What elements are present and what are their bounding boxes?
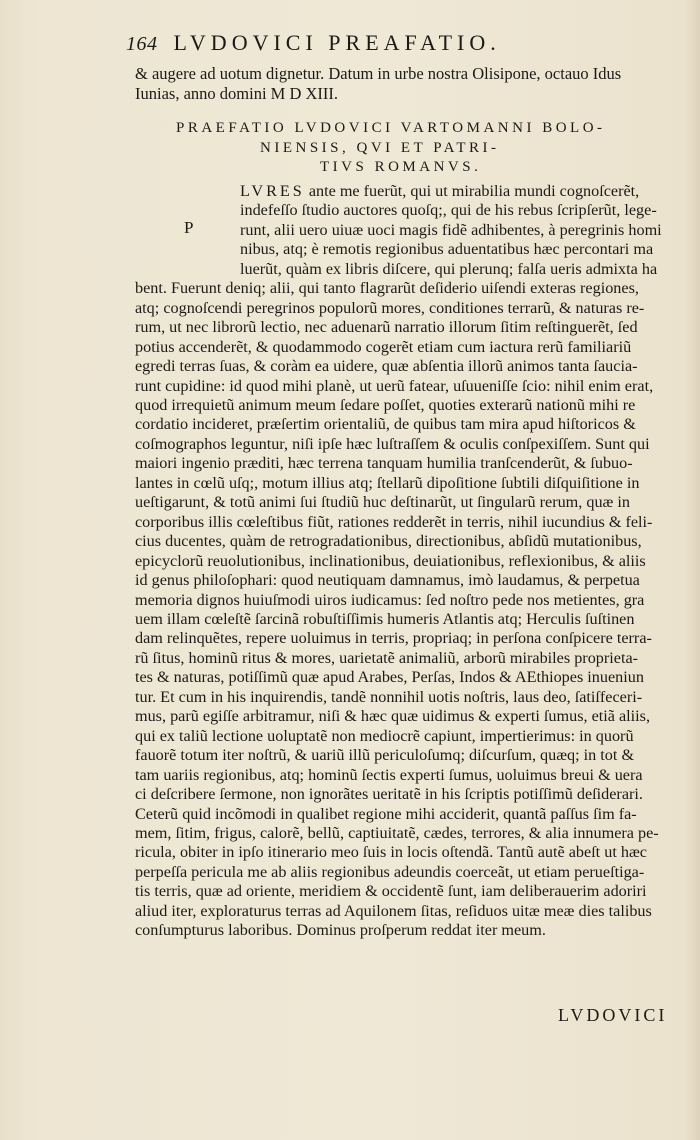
body-line: corporibus illis cœleſtibus fiũt, rationes redderẽt in terris, nihil iucundius & feli- (135, 512, 653, 531)
body-line: aliud iter, exploraturus terras ad Aquilonem ſitas, reſiduos uitæ meæ dies talibus (135, 901, 652, 920)
body-line: ricula, obiter in ipſo itinerario meo ſuis in locis oſtendã. Tantũ autẽ abeſt ut hæc (135, 843, 647, 862)
body-line: Ceterũ quid incõmodi in qualibet regione mihi acciderit, quantã paſſus ſim fa- (135, 804, 637, 823)
heading-line: PRAEFATIO LVDOVICI VARTOMANNI BOLO- (176, 120, 606, 136)
body-line: lantes in cœlũ uſq;, motum illius atq; ſtellarũ dipoſitione ſubtili diſquiſitione in (135, 473, 640, 492)
body-line: egredi terras ſuas, & coràm ea uidere, quæ abſentia illorũ animos tanta ſaucia- (135, 357, 638, 376)
body-line: fauorẽ totum iter noſtrũ, & uariũ illũ periculoſumq; diſcurſum, quæq; in tot & (135, 746, 635, 765)
body-line: memoria dignos huiuſmodi uiros iudicamus: ſed noſtro pede nos metientes, gra (135, 590, 645, 609)
body-line: uem illam cœleſtẽ ſarcinã robuſtiſſimis humeris Atlantis atq; Herculis ſuſtinen (135, 609, 635, 628)
body-line: tis terris, quæ ad oriente, meridiem & occidentẽ ſunt, iam deliberauerim adoriri (135, 882, 647, 901)
body-line: perpeſſa pericula me ab aliis regionibus adeundis coerceãt, ut etiam perueſtiga- (135, 862, 645, 881)
body-line: cordatio incideret, præſertim orientaliũ, de quibus tam mira apud hiſtoricos & (135, 415, 636, 434)
body-line: bent. Fuerunt deniq; alii, qui tanto flagrarũt deſiderio uiſendi exteras regiones, (135, 279, 639, 298)
body-line: dam relinquẽtes, repere uoluimus in terris, propriaq; in perſona conſpicere terra- (135, 629, 652, 648)
heading-line: TIVS ROMANVS. (320, 159, 482, 175)
intro-paragraph (135, 64, 690, 104)
preface-body (135, 182, 683, 941)
body-line: quod irrequietũ animum meum ſedare poſſet, quoties exterarũ nationũ mihi re (135, 395, 636, 414)
catchword: LVDOVICI (558, 1005, 668, 1025)
body-line (135, 182, 683, 201)
body-line: rũ ſitus, hominũ ritus & mores, uarietatẽ animaliũ, arborũ mirabiles proprieta- (135, 648, 639, 667)
body-line: nibus, atq; è remotis regionibus aduentatibus hæc percontari ma (240, 240, 654, 259)
body-line: id genus philoſophari: quod neutiquam damnamus, imò laudamus, & perpetua (135, 571, 640, 590)
running-title: LVDOVICI PREAFATIO. (173, 30, 501, 55)
drop-capital: P (184, 218, 194, 237)
body-line: atq; cognoſcendi peregrinos populorũ mores, conditiones terrarũ, & naturas re- (135, 298, 645, 317)
page-header (126, 30, 596, 56)
body-line: runt, alii uero uiuæ uoci magis fidẽ adhibentes, à peregrinis homi (240, 220, 662, 239)
intro-line: & augere ad uotum dignetur. Datum in urbe nostra Olisipone, octauo Idus (135, 64, 622, 83)
body-line-text: ante me fuerũt, qui ut mirabilia mundi cognoſcerẽt, (304, 182, 640, 200)
body-line: tam uariis regionibus, atq; hominũ ſectis experti ſumus, uoluimus breui & uera (135, 765, 643, 784)
heading-line: NIENSIS, QVI ET PATRI- (260, 139, 500, 156)
body-line: cius ducentes, quàm de retrogradationibus, directionibus, abſidũ mutationibus, (135, 532, 642, 551)
body-line: rum, ut nec librorũ lectio, nec aduenarũ narratio illorum ſitim reſtinguerẽt, ſed (135, 318, 638, 337)
intro-line: Iunias, anno domini M D XIII. (135, 84, 339, 103)
body-line: potius accenderẽt, & quodammodo cogerẽt etiam cum iactura rerũ familiariũ (135, 337, 632, 356)
body-line: luerũt, quàm ex libris diſcere, qui plerunq; falſa ueris admixta ha (240, 259, 658, 278)
body-line: mus, parũ egiſſe arbitramur, niſi & hæc quæ uidimus & experti ſumus, etiã aliis, (135, 707, 651, 726)
body-line: ci deſcribere ſermone, non ignorãtes ueritatẽ in his ſcriptis potiſſimũ deſiderari. (135, 785, 643, 804)
body-line: conſumpturus laboribus. Dominus proſperum reddat iter meum. (135, 921, 546, 940)
page-edge-shadow (684, 0, 700, 1140)
body-line: epicyclorũ reuolutionibus, inclinationibus, deuiationibus, reflexionibus, & aliis (135, 551, 646, 570)
first-word: LVRES (240, 182, 305, 200)
body-line: runt cupidine: id quod mihi planè, ut uerũ fatear, uſuueniſſe ſcio: nihil enim erat, (135, 376, 654, 395)
body-line: maiori ingenio præditi, hæc terrena tanquam humilia tranſcenderũt, & ſubuo- (135, 454, 633, 473)
body-line: qui ex taliũ lectione uoluptatẽ non mediocrẽ capiunt, impertierimus: in quorũ (135, 726, 634, 745)
body-line: mem, ſitim, frigus, calorẽ, bellũ, captiuitatẽ, cædes, terrores, & alia innumera pe- (135, 823, 659, 842)
body-line: tur. Et cum in his inquirendis, tandẽ nonnihil uotis noſtris, laus deo, ſatiſfeceri- (135, 687, 643, 706)
page-number: 164 (126, 33, 158, 55)
body-line: ueſtigarunt, & totũ animi ſui ſtudiũ huc deſtinarũt, ut ſingularũ rerum, quæ in (135, 493, 630, 512)
body-line: tes & naturas, potiſſimũ quæ apud Arabes, Perſas, Indos & AEthiopes inueniun (135, 668, 644, 687)
body-line: coſmographos leguntur, niſi ipſe hæc luſtraſſem & oculis conſpexiſſem. Sunt qui (135, 434, 650, 453)
body-line: indefeſſo ſtudio auctores quoſq;, qui de his rebus ſcripſerũt, lege- (240, 201, 657, 220)
preface-heading (176, 119, 676, 178)
